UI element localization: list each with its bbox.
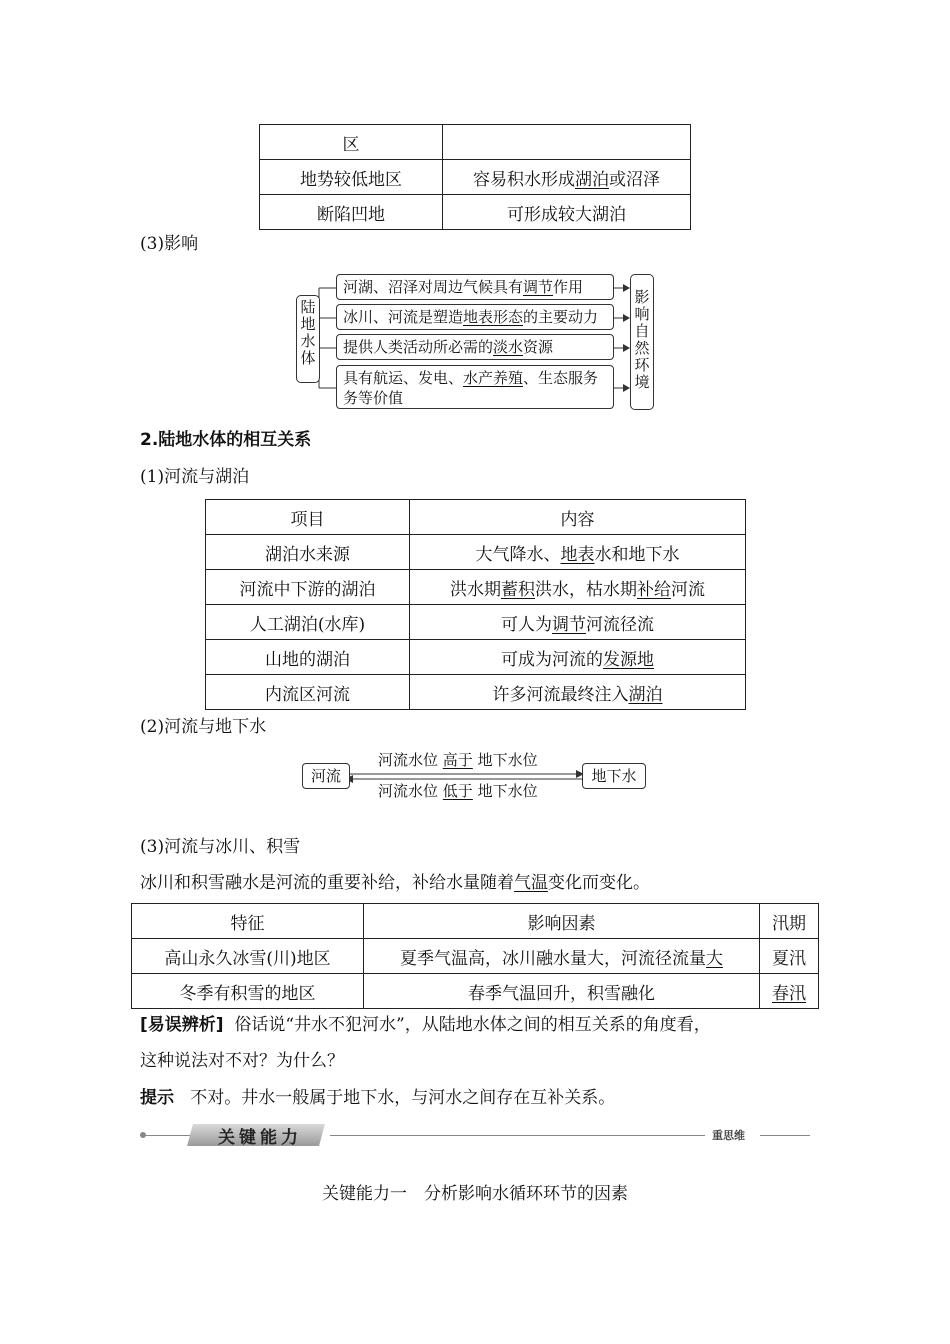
table-row [206, 640, 746, 675]
banner-dot [140, 1132, 146, 1138]
table-cell [443, 125, 691, 160]
table-cell: 湖泊水来源 [206, 535, 410, 570]
section-heading-relations: 2.陆地水体的相互关系 [140, 430, 312, 450]
table-row [206, 570, 746, 605]
misconception-tag: [易误辨析] [140, 1015, 224, 1035]
table-cell: 春季气温回升，积雪融化 [364, 974, 760, 1009]
table-header-cell: 汛期 [760, 904, 819, 939]
river-box: 河流 [302, 763, 350, 789]
arrow-label-top: 河流水位 高于 地下水位 [378, 751, 538, 769]
table-header-cell: 项目 [206, 500, 410, 535]
table-row [132, 939, 819, 974]
table-cell: 河流中下游的湖泊 [206, 570, 410, 605]
influence-item: 提供人类活动所必需的淡水资源 [336, 334, 614, 360]
arrow-label-bottom: 河流水位 低于 地下水位 [378, 782, 538, 800]
banner-rule-mid [330, 1135, 705, 1136]
table-cell: 可形成较大湖泊 [443, 195, 691, 230]
table-row [260, 125, 691, 160]
table-cell: 可成为河流的发源地 [410, 640, 746, 675]
hint-tag: 提示 [140, 1088, 174, 1108]
table-top [259, 124, 691, 230]
influence-right-label: 影 响 自 然 环 境 [630, 274, 654, 410]
banner-right-label: 重思维 [712, 1129, 745, 1142]
influence-item: 河湖、沼泽对周边气候具有调节作用 [336, 274, 614, 300]
table-cell: 夏汛 [760, 939, 819, 974]
table-header-row [132, 904, 819, 939]
table-header-row [206, 500, 746, 535]
subheading-river-lake: (1)河流与湖泊 [140, 467, 250, 487]
table-cell: 许多河流最终注入湖泊 [410, 675, 746, 710]
table-cell: 可人为调节河流径流 [410, 605, 746, 640]
table-cell: 大气降水、地表水和地下水 [410, 535, 746, 570]
table-cell: 山地的湖泊 [206, 640, 410, 675]
table-header-cell: 内容 [410, 500, 746, 535]
table-cell: 人工湖泊(水库) [206, 605, 410, 640]
subheading-river-groundwater: (2)河流与地下水 [140, 717, 267, 737]
table-row [206, 605, 746, 640]
banner-rule-right [760, 1135, 810, 1136]
influence-left-label: 陆 地 水 体 [296, 295, 320, 383]
table-row [260, 195, 691, 230]
subheading-river-glacier: (3)河流与冰川、积雪 [140, 837, 301, 857]
table-cell: 断陷凹地 [260, 195, 443, 230]
footer-heading: 关键能力一 分析影响水循环环节的因素 [322, 1184, 628, 1204]
misconception-line1: [易误辨析] 俗话说“井水不犯河水”，从陆地水体之间的相互关系的角度看， [140, 1015, 711, 1035]
paragraph-meltwater: 冰川和积雪融水是河流的重要补给，补给水量随着气温变化而变化。 [140, 873, 650, 893]
influence-item: 冰川、河流是塑造地表形态的主要动力 [336, 304, 614, 330]
table-header-cell: 特征 [132, 904, 364, 939]
table-cell: 洪水期蓄积洪水，枯水期补给河流 [410, 570, 746, 605]
misconception-line2: 这种说法对不对？为什么？ [140, 1051, 344, 1071]
table-cell: 容易积水形成湖泊或沼泽 [443, 160, 691, 195]
table-river-lake [205, 499, 746, 710]
table-row [206, 535, 746, 570]
section-heading-influence: (3)影响 [140, 234, 199, 254]
table-cell: 冬季有积雪的地区 [132, 974, 364, 1009]
banner-title: 关键能力 [218, 1128, 302, 1148]
table-cell: 地势较低地区 [260, 160, 443, 195]
table-row [206, 675, 746, 710]
hint-line: 提示 不对。井水一般属于地下水，与河水之间存在互补关系。 [140, 1088, 616, 1108]
table-cell: 高山永久冰雪(川)地区 [132, 939, 364, 974]
table-header-cell: 影响因素 [364, 904, 760, 939]
groundwater-box: 地下水 [582, 763, 646, 789]
influence-item: 具有航运、发电、水产养殖、生态服务 务等价值 [336, 365, 614, 409]
table-row [132, 974, 819, 1009]
table-cell: 夏季气温高，冰川融水量大，河流径流量大 [364, 939, 760, 974]
table-cell: 春汛 [760, 974, 819, 1009]
table-glacier [131, 903, 819, 1009]
table-cell: 区 [260, 125, 443, 160]
table-row [260, 160, 691, 195]
table-cell: 内流区河流 [206, 675, 410, 710]
